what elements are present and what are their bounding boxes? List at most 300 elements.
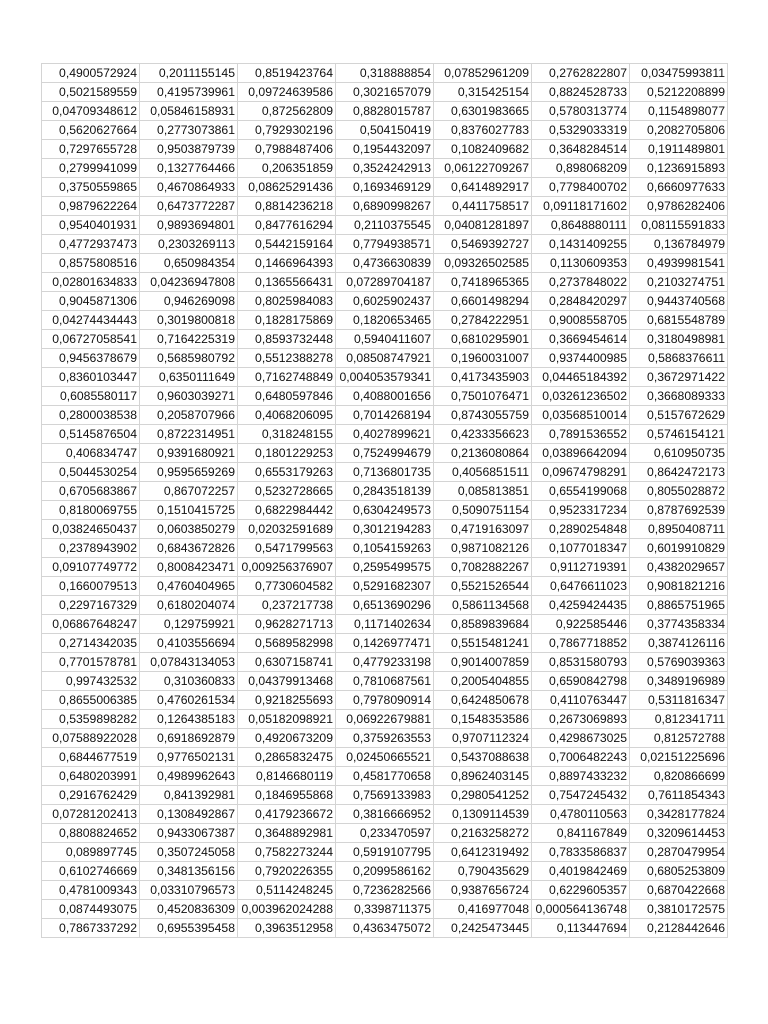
table-cell[interactable]: 0,4779233198 — [336, 653, 434, 672]
table-cell[interactable]: 0,03896642094 — [532, 444, 630, 463]
table-cell[interactable]: 0,4760404965 — [140, 577, 238, 596]
table-cell[interactable]: 0,6660977633 — [630, 178, 728, 197]
table-cell[interactable]: 0,2378943902 — [42, 539, 140, 558]
table-cell[interactable]: 0,06727058541 — [42, 330, 140, 349]
table-cell[interactable]: 0,5746154121 — [630, 425, 728, 444]
table-cell[interactable]: 0,5442159164 — [238, 235, 336, 254]
table-cell[interactable]: 0,9014007859 — [434, 653, 532, 672]
table-cell[interactable]: 0,3021657079 — [336, 83, 434, 102]
table-cell[interactable]: 0,2870479954 — [630, 843, 728, 862]
table-cell[interactable]: 0,2425473445 — [434, 919, 532, 938]
table-cell[interactable]: 0,6473772287 — [140, 197, 238, 216]
table-cell[interactable]: 0,922585446 — [532, 615, 630, 634]
table-cell[interactable]: 0,5157672629 — [630, 406, 728, 425]
table-cell[interactable]: 0,06122709267 — [434, 159, 532, 178]
table-cell[interactable]: 0,6085580117 — [42, 387, 140, 406]
table-cell[interactable]: 0,867072257 — [140, 482, 238, 501]
table-cell[interactable]: 0,2843518139 — [336, 482, 434, 501]
table-cell[interactable]: 0,8146680119 — [238, 767, 336, 786]
table-cell[interactable]: 0,5521526544 — [434, 577, 532, 596]
table-cell[interactable]: 0,4411758517 — [434, 197, 532, 216]
table-cell[interactable]: 0,6810295901 — [434, 330, 532, 349]
table-cell[interactable]: 0,8376027783 — [434, 121, 532, 140]
table-cell[interactable]: 0,5769039363 — [630, 653, 728, 672]
table-cell[interactable]: 0,5090751154 — [434, 501, 532, 520]
table-cell[interactable]: 0,8593732448 — [238, 330, 336, 349]
table-cell[interactable]: 0,1308492867 — [140, 805, 238, 824]
table-cell[interactable]: 0,5919107795 — [336, 843, 434, 862]
table-cell[interactable]: 0,8642472173 — [630, 463, 728, 482]
table-cell[interactable]: 0,8008423471 — [140, 558, 238, 577]
table-cell[interactable]: 0,8531580793 — [532, 653, 630, 672]
table-cell[interactable]: 0,6890998267 — [336, 197, 434, 216]
table-cell[interactable]: 0,7701578781 — [42, 653, 140, 672]
table-cell[interactable]: 0,6955395458 — [140, 919, 238, 938]
table-cell[interactable]: 0,6590842798 — [532, 672, 630, 691]
table-cell[interactable]: 0,09118171602 — [532, 197, 630, 216]
table-cell[interactable]: 0,04081281897 — [434, 216, 532, 235]
table-cell[interactable]: 0,997432532 — [42, 672, 140, 691]
table-cell[interactable]: 0,7867718852 — [532, 634, 630, 653]
table-cell[interactable]: 0,6350111649 — [140, 368, 238, 387]
table-cell[interactable]: 0,1548353586 — [434, 710, 532, 729]
table-cell[interactable]: 0,6412319492 — [434, 843, 532, 862]
table-cell[interactable]: 0,09724639586 — [238, 83, 336, 102]
table-cell[interactable]: 0,318888854 — [336, 64, 434, 83]
table-cell[interactable]: 0,02450665521 — [336, 748, 434, 767]
table-cell[interactable]: 0,6414892917 — [434, 178, 532, 197]
table-cell[interactable]: 0,790435629 — [434, 862, 532, 881]
table-cell[interactable]: 0,7501076471 — [434, 387, 532, 406]
table-cell[interactable]: 0,3507245058 — [140, 843, 238, 862]
table-cell[interactable]: 0,6513690296 — [336, 596, 434, 615]
table-cell[interactable]: 0,3398711375 — [336, 900, 434, 919]
table-cell[interactable]: 0,4088001656 — [336, 387, 434, 406]
table-cell[interactable]: 0,6844677519 — [42, 748, 140, 767]
table-cell[interactable]: 0,05182098921 — [238, 710, 336, 729]
table-cell[interactable]: 0,08625291436 — [238, 178, 336, 197]
table-cell[interactable]: 0,4736630839 — [336, 254, 434, 273]
table-cell[interactable]: 0,000564136748 — [532, 900, 630, 919]
table-cell[interactable]: 0,1171402634 — [336, 615, 434, 634]
table-cell[interactable]: 0,6870422668 — [630, 881, 728, 900]
table-cell[interactable]: 0,4019842469 — [532, 862, 630, 881]
table-cell[interactable]: 0,4173435903 — [434, 368, 532, 387]
table-cell[interactable]: 0,09326502585 — [434, 254, 532, 273]
table-cell[interactable]: 0,04236947808 — [140, 273, 238, 292]
table-cell[interactable]: 0,5689582998 — [238, 634, 336, 653]
table-cell[interactable]: 0,1431409255 — [532, 235, 630, 254]
table-cell[interactable]: 0,8824528733 — [532, 83, 630, 102]
table-cell[interactable]: 0,8360103447 — [42, 368, 140, 387]
table-cell[interactable]: 0,3759263553 — [336, 729, 434, 748]
table-cell[interactable]: 0,1466964393 — [238, 254, 336, 273]
table-cell[interactable]: 0,406834747 — [42, 444, 140, 463]
table-cell[interactable]: 0,4363475072 — [336, 919, 434, 938]
table-cell[interactable]: 0,1693469129 — [336, 178, 434, 197]
table-cell[interactable]: 0,4195739961 — [140, 83, 238, 102]
table-cell[interactable]: 0,4233356623 — [434, 425, 532, 444]
table-cell[interactable]: 0,5437088638 — [434, 748, 532, 767]
table-cell[interactable]: 0,5868376611 — [630, 349, 728, 368]
table-cell[interactable]: 0,5940411607 — [336, 330, 434, 349]
table-cell[interactable]: 0,7798400702 — [532, 178, 630, 197]
table-cell[interactable]: 0,04379913468 — [238, 672, 336, 691]
table-cell[interactable]: 0,3672971422 — [630, 368, 728, 387]
table-cell[interactable]: 0,4103556694 — [140, 634, 238, 653]
table-cell[interactable]: 0,9603039271 — [140, 387, 238, 406]
table-cell[interactable]: 0,812341711 — [630, 710, 728, 729]
table-cell[interactable]: 0,9456378679 — [42, 349, 140, 368]
table-cell[interactable]: 0,7833586837 — [532, 843, 630, 862]
table-cell[interactable]: 0,2916762429 — [42, 786, 140, 805]
table-cell[interactable]: 0,04465184392 — [532, 368, 630, 387]
table-cell[interactable]: 0,02801634833 — [42, 273, 140, 292]
table-cell[interactable]: 0,9595659269 — [140, 463, 238, 482]
table-cell[interactable]: 0,2848420297 — [532, 292, 630, 311]
table-cell[interactable]: 0,7891536552 — [532, 425, 630, 444]
table-cell[interactable]: 0,1960031007 — [434, 349, 532, 368]
table-cell[interactable]: 0,504150419 — [336, 121, 434, 140]
table-cell[interactable]: 0,009256376907 — [238, 558, 336, 577]
table-cell[interactable]: 0,07852961209 — [434, 64, 532, 83]
table-cell[interactable]: 0,09107749772 — [42, 558, 140, 577]
table-cell[interactable]: 0,4760261534 — [140, 691, 238, 710]
table-cell[interactable]: 0,5212208899 — [630, 83, 728, 102]
table-cell[interactable]: 0,08115591833 — [630, 216, 728, 235]
table-cell[interactable]: 0,07281202413 — [42, 805, 140, 824]
table-cell[interactable]: 0,8575808516 — [42, 254, 140, 273]
table-cell[interactable]: 0,129759921 — [140, 615, 238, 634]
table-cell[interactable]: 0,2595499575 — [336, 558, 434, 577]
table-cell[interactable]: 0,1846955868 — [238, 786, 336, 805]
table-cell[interactable]: 0,07843134053 — [140, 653, 238, 672]
table-cell[interactable]: 0,9387656724 — [434, 881, 532, 900]
table-cell[interactable]: 0,113447694 — [532, 919, 630, 938]
table-cell[interactable]: 0,6019910829 — [630, 539, 728, 558]
table-cell[interactable]: 0,03475993811 — [630, 64, 728, 83]
table-cell[interactable]: 0,2103274751 — [630, 273, 728, 292]
table-cell[interactable]: 0,2082705806 — [630, 121, 728, 140]
table-cell[interactable]: 0,3648284514 — [532, 140, 630, 159]
table-cell[interactable]: 0,8743055759 — [434, 406, 532, 425]
table-cell[interactable]: 0,8180069755 — [42, 501, 140, 520]
table-cell[interactable]: 0,4939981541 — [630, 254, 728, 273]
table-cell[interactable]: 0,3668089333 — [630, 387, 728, 406]
table-cell[interactable]: 0,4520836309 — [140, 900, 238, 919]
table-cell[interactable]: 0,2762822807 — [532, 64, 630, 83]
table-cell[interactable]: 0,004053579341 — [336, 368, 434, 387]
table-cell[interactable]: 0,7978090914 — [336, 691, 434, 710]
table-cell[interactable]: 0,2865832475 — [238, 748, 336, 767]
table-cell[interactable]: 0,7236282566 — [336, 881, 434, 900]
table-cell[interactable]: 0,5359898282 — [42, 710, 140, 729]
table-cell[interactable]: 0,1828175869 — [238, 311, 336, 330]
table-cell[interactable]: 0,7920226355 — [238, 862, 336, 881]
table-cell[interactable]: 0,5471799563 — [238, 539, 336, 558]
table-cell[interactable]: 0,3874126116 — [630, 634, 728, 653]
table-cell[interactable]: 0,3209614453 — [630, 824, 728, 843]
table-cell[interactable]: 0,6553179263 — [238, 463, 336, 482]
table-cell[interactable]: 0,2058707966 — [140, 406, 238, 425]
table-cell[interactable]: 0,318248155 — [238, 425, 336, 444]
table-cell[interactable]: 0,310360833 — [140, 672, 238, 691]
table-cell[interactable]: 0,7006482243 — [532, 748, 630, 767]
table-cell[interactable]: 0,9045871306 — [42, 292, 140, 311]
table-cell[interactable]: 0,2128442646 — [630, 919, 728, 938]
table-cell[interactable]: 0,4027899621 — [336, 425, 434, 444]
table-cell[interactable]: 0,8814236218 — [238, 197, 336, 216]
table-cell[interactable]: 0,09674798291 — [532, 463, 630, 482]
table-cell[interactable]: 0,3524242913 — [336, 159, 434, 178]
table-cell[interactable]: 0,6554199068 — [532, 482, 630, 501]
table-cell[interactable]: 0,2799941099 — [42, 159, 140, 178]
table-cell[interactable]: 0,4068206095 — [238, 406, 336, 425]
table-cell[interactable]: 0,820866699 — [630, 767, 728, 786]
table-cell[interactable]: 0,2673069893 — [532, 710, 630, 729]
table-cell[interactable]: 0,1660079513 — [42, 577, 140, 596]
table-cell[interactable]: 0,812572788 — [630, 729, 728, 748]
table-cell[interactable]: 0,2303269113 — [140, 235, 238, 254]
table-cell[interactable]: 0,3428177824 — [630, 805, 728, 824]
table-cell[interactable]: 0,7082882267 — [434, 558, 532, 577]
table-cell[interactable]: 0,4382029657 — [630, 558, 728, 577]
table-cell[interactable]: 0,1130609353 — [532, 254, 630, 273]
table-cell[interactable]: 0,8962403145 — [434, 767, 532, 786]
table-cell[interactable]: 0,5145876504 — [42, 425, 140, 444]
table-cell[interactable]: 0,898068209 — [532, 159, 630, 178]
table-cell[interactable]: 0,9628271713 — [238, 615, 336, 634]
table-cell[interactable]: 0,7297655728 — [42, 140, 140, 159]
table-cell[interactable]: 0,6301983665 — [434, 102, 532, 121]
table-cell[interactable]: 0,0874493075 — [42, 900, 140, 919]
table-cell[interactable]: 0,06867648247 — [42, 615, 140, 634]
table-cell[interactable]: 0,8828015787 — [336, 102, 434, 121]
table-cell[interactable]: 0,5114248245 — [238, 881, 336, 900]
table-cell[interactable]: 0,2005404855 — [434, 672, 532, 691]
table-cell[interactable]: 0,5311816347 — [630, 691, 728, 710]
table-cell[interactable]: 0,6601498294 — [434, 292, 532, 311]
table-cell[interactable]: 0,3816666952 — [336, 805, 434, 824]
table-cell[interactable]: 0,2800038538 — [42, 406, 140, 425]
table-cell[interactable]: 0,03568510014 — [532, 406, 630, 425]
table-cell[interactable]: 0,5685980792 — [140, 349, 238, 368]
table-cell[interactable]: 0,2773073861 — [140, 121, 238, 140]
table-cell[interactable]: 0,5512388278 — [238, 349, 336, 368]
table-cell[interactable]: 0,4110763447 — [532, 691, 630, 710]
table-cell[interactable]: 0,8589839684 — [434, 615, 532, 634]
table-cell[interactable]: 0,4670864933 — [140, 178, 238, 197]
table-cell[interactable]: 0,4900572924 — [42, 64, 140, 83]
table-cell[interactable]: 0,7810687561 — [336, 672, 434, 691]
table-cell[interactable]: 0,4989962643 — [140, 767, 238, 786]
table-cell[interactable]: 0,0603850279 — [140, 520, 238, 539]
table-cell[interactable]: 0,3669454614 — [532, 330, 630, 349]
table-cell[interactable]: 0,07588922028 — [42, 729, 140, 748]
table-cell[interactable]: 0,4056851511 — [434, 463, 532, 482]
table-cell[interactable]: 0,2136080864 — [434, 444, 532, 463]
table-cell[interactable]: 0,6180204074 — [140, 596, 238, 615]
table-cell[interactable]: 0,2163258272 — [434, 824, 532, 843]
table-cell[interactable]: 0,2890254848 — [532, 520, 630, 539]
table-cell[interactable]: 0,08508747921 — [336, 349, 434, 368]
table-cell[interactable]: 0,237217738 — [238, 596, 336, 615]
table-cell[interactable]: 0,2980541252 — [434, 786, 532, 805]
table-cell[interactable]: 0,6102746669 — [42, 862, 140, 881]
table-cell[interactable]: 0,1264385183 — [140, 710, 238, 729]
table-cell[interactable]: 0,5044530254 — [42, 463, 140, 482]
table-cell[interactable]: 0,8865751965 — [630, 596, 728, 615]
table-cell[interactable]: 0,6705683867 — [42, 482, 140, 501]
table-cell[interactable]: 0,610950735 — [630, 444, 728, 463]
table-cell[interactable]: 0,1365566431 — [238, 273, 336, 292]
table-cell[interactable]: 0,2110375545 — [336, 216, 434, 235]
table-cell[interactable]: 0,9443740568 — [630, 292, 728, 311]
table-cell[interactable]: 0,136784979 — [630, 235, 728, 254]
table-cell[interactable]: 0,9776502131 — [140, 748, 238, 767]
table-cell[interactable]: 0,9081821216 — [630, 577, 728, 596]
table-cell[interactable]: 0,5329033319 — [532, 121, 630, 140]
table-cell[interactable]: 0,7136801735 — [336, 463, 434, 482]
table-cell[interactable]: 0,206351859 — [238, 159, 336, 178]
table-cell[interactable]: 0,06922679881 — [336, 710, 434, 729]
table-cell[interactable]: 0,8055028872 — [630, 482, 728, 501]
table-cell[interactable]: 0,003962024288 — [238, 900, 336, 919]
table-cell[interactable]: 0,2297167329 — [42, 596, 140, 615]
table-cell[interactable]: 0,6815548789 — [630, 311, 728, 330]
table-cell[interactable]: 0,7611854343 — [630, 786, 728, 805]
table-cell[interactable]: 0,1801229253 — [238, 444, 336, 463]
table-cell[interactable]: 0,085813851 — [434, 482, 532, 501]
table-cell[interactable]: 0,3750559865 — [42, 178, 140, 197]
table-cell[interactable]: 0,6822984442 — [238, 501, 336, 520]
table-cell[interactable]: 0,9871082126 — [434, 539, 532, 558]
table-cell[interactable]: 0,1082409682 — [434, 140, 532, 159]
table-cell[interactable]: 0,8808824652 — [42, 824, 140, 843]
table-cell[interactable]: 0,872562809 — [238, 102, 336, 121]
table-cell[interactable]: 0,7524994679 — [336, 444, 434, 463]
table-cell[interactable]: 0,3012194283 — [336, 520, 434, 539]
table-cell[interactable]: 0,9218255693 — [238, 691, 336, 710]
table-cell[interactable]: 0,7014268194 — [336, 406, 434, 425]
table-cell[interactable]: 0,1954432097 — [336, 140, 434, 159]
table-cell[interactable]: 0,1426977471 — [336, 634, 434, 653]
table-cell[interactable]: 0,02151225696 — [630, 748, 728, 767]
table-cell[interactable]: 0,1820653465 — [336, 311, 434, 330]
table-cell[interactable]: 0,7547245432 — [532, 786, 630, 805]
table-cell[interactable]: 0,6304249573 — [336, 501, 434, 520]
table-cell[interactable]: 0,9540401931 — [42, 216, 140, 235]
table-cell[interactable]: 0,3180498981 — [630, 330, 728, 349]
table-cell[interactable]: 0,4259424435 — [532, 596, 630, 615]
table-cell[interactable]: 0,8519423764 — [238, 64, 336, 83]
table-cell[interactable]: 0,1154898077 — [630, 102, 728, 121]
table-cell[interactable]: 0,5515481241 — [434, 634, 532, 653]
table-cell[interactable]: 0,6480203991 — [42, 767, 140, 786]
table-cell[interactable]: 0,1510415725 — [140, 501, 238, 520]
table-cell[interactable]: 0,5021589559 — [42, 83, 140, 102]
table-cell[interactable]: 0,946269098 — [140, 292, 238, 311]
table-cell[interactable]: 0,03310796573 — [140, 881, 238, 900]
table-cell[interactable]: 0,3489196989 — [630, 672, 728, 691]
table-cell[interactable]: 0,8950408711 — [630, 520, 728, 539]
table-cell[interactable]: 0,5291682307 — [336, 577, 434, 596]
table-cell[interactable]: 0,8787692539 — [630, 501, 728, 520]
table-cell[interactable]: 0,8477616294 — [238, 216, 336, 235]
table-cell[interactable]: 0,7730604582 — [238, 577, 336, 596]
table-cell[interactable]: 0,4719163097 — [434, 520, 532, 539]
table-cell[interactable]: 0,02032591689 — [238, 520, 336, 539]
table-cell[interactable]: 0,9786282406 — [630, 197, 728, 216]
table-cell[interactable]: 0,841392981 — [140, 786, 238, 805]
table-cell[interactable]: 0,7988487406 — [238, 140, 336, 159]
table-cell[interactable]: 0,2737848022 — [532, 273, 630, 292]
table-cell[interactable]: 0,315425154 — [434, 83, 532, 102]
table-cell[interactable]: 0,1054159263 — [336, 539, 434, 558]
table-cell[interactable]: 0,3019800818 — [140, 311, 238, 330]
table-cell[interactable]: 0,6424850678 — [434, 691, 532, 710]
table-cell[interactable]: 0,9112719391 — [532, 558, 630, 577]
table-cell[interactable]: 0,6025902437 — [336, 292, 434, 311]
table-cell[interactable]: 0,7582273244 — [238, 843, 336, 862]
table-cell[interactable]: 0,4298673025 — [532, 729, 630, 748]
table-cell[interactable]: 0,9433067387 — [140, 824, 238, 843]
table-cell[interactable]: 0,5861134568 — [434, 596, 532, 615]
table-cell[interactable]: 0,8722314951 — [140, 425, 238, 444]
table-cell[interactable]: 0,3648892981 — [238, 824, 336, 843]
table-cell[interactable]: 0,03261236502 — [532, 387, 630, 406]
table-cell[interactable]: 0,6918692879 — [140, 729, 238, 748]
table-cell[interactable]: 0,9523317234 — [532, 501, 630, 520]
table-cell[interactable]: 0,03824650437 — [42, 520, 140, 539]
table-cell[interactable]: 0,6307158741 — [238, 653, 336, 672]
table-cell[interactable]: 0,233470597 — [336, 824, 434, 843]
table-cell[interactable]: 0,04274434443 — [42, 311, 140, 330]
table-cell[interactable]: 0,9008558705 — [532, 311, 630, 330]
table-cell[interactable]: 0,2011155145 — [140, 64, 238, 83]
table-cell[interactable]: 0,9879622264 — [42, 197, 140, 216]
table-cell[interactable]: 0,05846158931 — [140, 102, 238, 121]
table-cell[interactable]: 0,1911489801 — [630, 140, 728, 159]
table-cell[interactable]: 0,6480597846 — [238, 387, 336, 406]
table-cell[interactable]: 0,8648880111 — [532, 216, 630, 235]
table-cell[interactable]: 0,416977048 — [434, 900, 532, 919]
table-cell[interactable]: 0,5469392727 — [434, 235, 532, 254]
table-cell[interactable]: 0,7929302196 — [238, 121, 336, 140]
table-cell[interactable]: 0,9374400985 — [532, 349, 630, 368]
table-cell[interactable]: 0,5232728665 — [238, 482, 336, 501]
table-cell[interactable]: 0,089897745 — [42, 843, 140, 862]
table-cell[interactable]: 0,4772937473 — [42, 235, 140, 254]
table-cell[interactable]: 0,3963512958 — [238, 919, 336, 938]
table-cell[interactable]: 0,8897433232 — [532, 767, 630, 786]
table-cell[interactable]: 0,4781009343 — [42, 881, 140, 900]
table-cell[interactable]: 0,1327764466 — [140, 159, 238, 178]
table-cell[interactable]: 0,7794938571 — [336, 235, 434, 254]
table-cell[interactable]: 0,6805253809 — [630, 862, 728, 881]
table-cell[interactable]: 0,1309114539 — [434, 805, 532, 824]
table-cell[interactable]: 0,3481356156 — [140, 862, 238, 881]
table-cell[interactable]: 0,5620627664 — [42, 121, 140, 140]
table-cell[interactable]: 0,04709348612 — [42, 102, 140, 121]
table-cell[interactable]: 0,9707112324 — [434, 729, 532, 748]
table-cell[interactable]: 0,6476611023 — [532, 577, 630, 596]
table-cell[interactable]: 0,9893694801 — [140, 216, 238, 235]
table-cell[interactable]: 0,7569133983 — [336, 786, 434, 805]
table-cell[interactable]: 0,9503879739 — [140, 140, 238, 159]
table-cell[interactable]: 0,6229605357 — [532, 881, 630, 900]
table-cell[interactable]: 0,650984354 — [140, 254, 238, 273]
